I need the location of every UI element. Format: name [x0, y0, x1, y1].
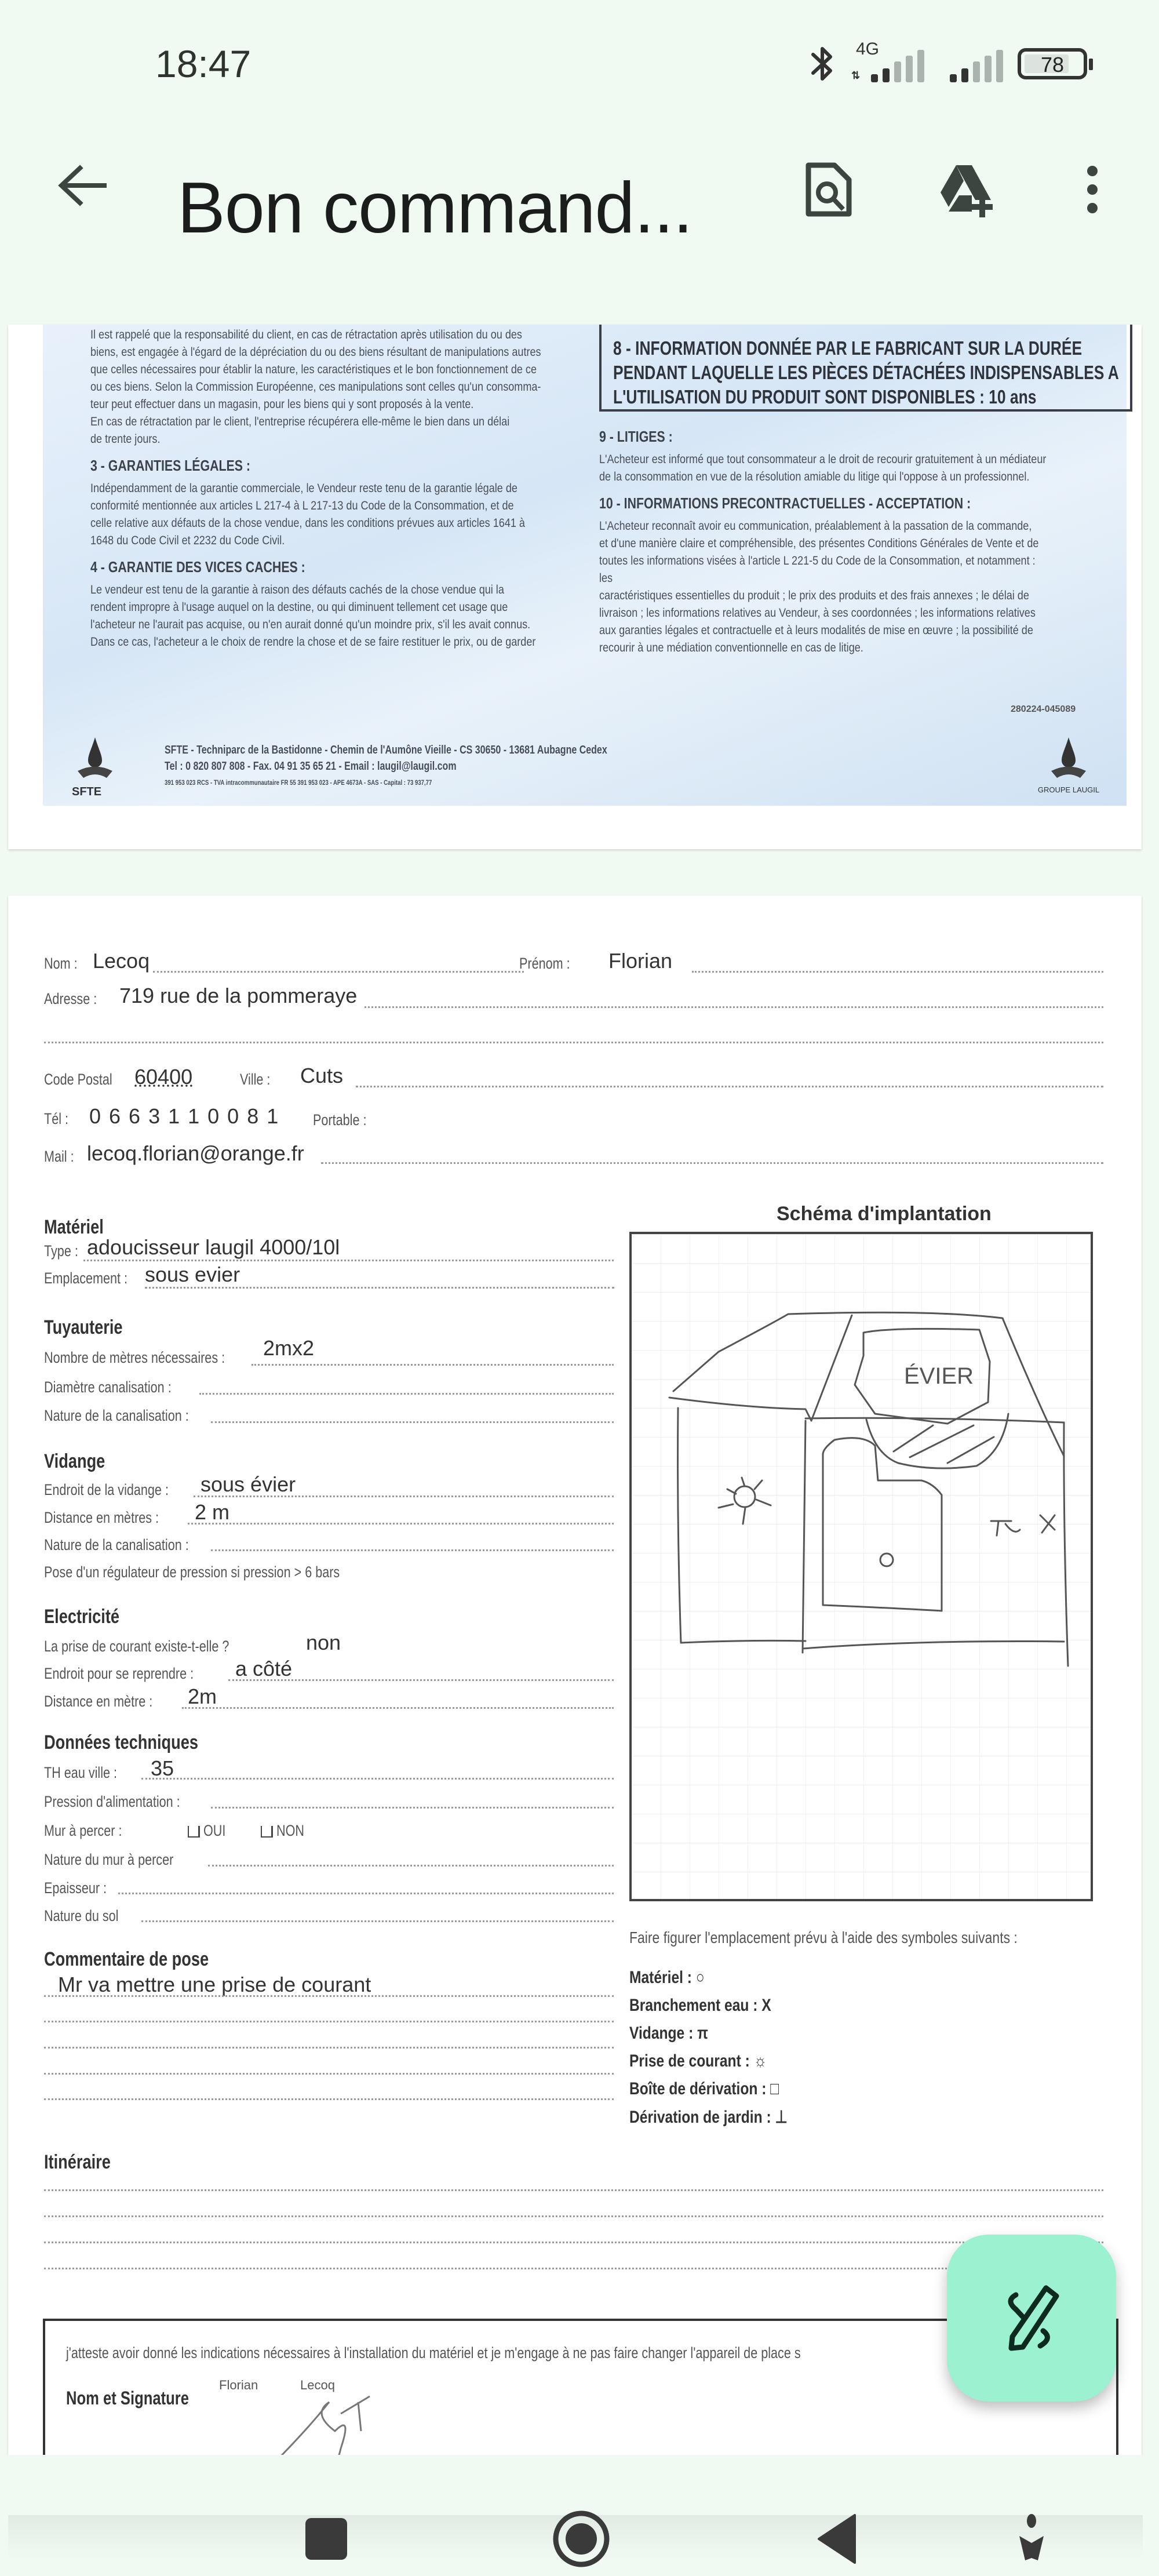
cgv-line: rendent impropre à l'usage auquel on la destine, ou qui diminuent tellement cet usage que [90, 600, 508, 614]
sfte-logo: SFTE [72, 736, 130, 800]
home-circle-icon [551, 2509, 611, 2569]
distance-elec-value: 2m [188, 1684, 217, 1708]
company-contact: Tel : 0 820 807 808 - Fax. 04 91 35 65 21 - Email : laugil@laugil.com [165, 760, 457, 773]
emplacement-value: sous evier [145, 1262, 240, 1286]
code-postal-value: 60400 [134, 1065, 193, 1089]
cgv-line: teur peut effectuer dans un magasin, pour les biens qui y sont proposés à la vente. [90, 397, 474, 411]
metres-label: Nombre de mètres nécessaires : [44, 1349, 225, 1366]
perpendicular-symbol-icon: ⊥ [775, 2108, 788, 2127]
cgv-line: aux garanties légales et contractuelle et à leurs modalités de mise en œuvre ; la possibilité de [599, 623, 1033, 637]
th-value: 35 [151, 1756, 174, 1780]
mur-label: Mur à percer : [44, 1822, 122, 1839]
itineraire-heading: Itinéraire [44, 2151, 111, 2173]
legend-item: Matériel : ○ [629, 1968, 705, 1987]
cgv-line: L'Acheteur reconnaît avoir eu communication, préalablement à la passation de la commande, [599, 519, 1032, 533]
cgv-line: L'UTILISATION DU PRODUIT SONT DISPONIBLES : 10 ans [613, 386, 1037, 407]
nature-vidange-label: Nature de la canalisation : [44, 1536, 189, 1553]
cgv-line: conformité mentionnée aux articles L 217-4 à L 217-13 du Code de la Consommation, et de [90, 499, 514, 512]
cgv-line: PENDANT LAQUELLE LES PIÈCES DÉTACHÉES INDISPENSABLES A [613, 362, 1119, 383]
mail-label: Mail : [44, 1148, 74, 1165]
distance-elec-label: Distance en mètre : [44, 1693, 153, 1710]
document-search-icon [803, 161, 855, 219]
legend-intro: Faire figurer l'emplacement prévu à l'aide des symboles suivants : [629, 1929, 1018, 1946]
network-type-label: 4G [856, 39, 880, 59]
pression-label: Pression d'alimentation : [44, 1793, 180, 1810]
distance-vidange-label: Distance en mètres : [44, 1509, 159, 1526]
back-triangle-icon [814, 2513, 861, 2565]
document-title: Bon command... [177, 168, 693, 248]
battery-icon [1018, 48, 1087, 79]
company-info [165, 742, 718, 791]
cgv-line: Le vendeur est tenu de la garantie à raison des défauts cachés de la chose vendue qui la [90, 583, 504, 596]
cgv-line: celle relative aux défauts de la chose vendue, dans les conditions prévues aux articles 1641 à [90, 516, 525, 530]
legend-item: Prise de courant : ☼ [629, 2051, 767, 2071]
portable-label: Portable : [313, 1111, 367, 1129]
cgv-section-title: 4 - GARANTIE DES VICES CACHES : [90, 558, 305, 576]
square-symbol-icon: □ [770, 2079, 779, 2098]
circle-symbol-icon: ○ [695, 1968, 705, 1987]
cgv-section-title: 3 - GARANTIES LÉGALES : [90, 457, 250, 474]
cgv-line: 8 - INFORMATION DONNÉE PAR LE FABRICANT SUR LA DURÉE [613, 337, 1083, 359]
laugil-logo: GROUPE LAUGIL [1028, 736, 1109, 800]
signal-sim2-icon [950, 42, 1005, 86]
signature-label: Nom et Signature [66, 2388, 189, 2408]
prise-value: non [306, 1631, 341, 1654]
cgv-line: livraison ; les informations relatives au Vendeur, à ses coordonnées ; les informations relatives [599, 606, 1036, 620]
nom-label: Nom : [44, 955, 78, 972]
status-icons [808, 41, 1087, 87]
more-options-button[interactable] [1060, 158, 1124, 221]
nature-mur-label: Nature du mur à percer [44, 1851, 174, 1868]
prenom-label: Prénom : [519, 955, 570, 972]
cgv-line: l'acheteur ne l'aurait pas acquise, ou n'en aurait donné qu'un moindre prix, s'il les avait connus. [90, 617, 531, 631]
cgv-line: Dans ce cas, l'acheteur a le choix de rendre la chose et de se faire restituer le prix, ou de garder [90, 635, 536, 649]
mail-value: lecoq.florian@orange.fr [87, 1141, 304, 1165]
cgv-line: Indépendamment de la garantie commerciale, le Vendeur reste tenu de la garantie légale de [90, 481, 517, 495]
recents-button[interactable] [294, 2507, 358, 2571]
sun-symbol-icon: ☼ [753, 2051, 767, 2071]
endroit-reprendre-value: a côté [235, 1657, 293, 1680]
cgv-line: de la consommation en vue de la résolution amiable du litige qui l'oppose à un professionnel. [599, 470, 1030, 483]
cgv-line: biens, est engagée à l'égard de la dépréciation du ou des biens résultant de manipulations autres [90, 345, 541, 359]
signature-lastname: Lecoq [300, 2378, 335, 2392]
schema-title: Schéma d'implantation [777, 1203, 992, 1225]
legend-item: Dérivation de jardin : ⊥ [629, 2108, 788, 2127]
annotate-fab[interactable] [947, 2235, 1116, 2402]
attestation-text: j'atteste avoir donné les indications nécessaires à l'installation du matériel et je m'engage à ne pas faire changer l'appareil de place s [66, 2344, 801, 2362]
legend-item: Vidange : π [629, 2024, 708, 2043]
home-button[interactable] [549, 2507, 613, 2571]
adresse-label: Adresse : [44, 990, 97, 1007]
tuyauterie-heading: Tuyauterie [44, 1316, 123, 1338]
tel-value: 0 6 6 3 1 1 0 0 8 1 [89, 1104, 280, 1128]
ville-label: Ville : [240, 1071, 271, 1088]
drive-add-icon [936, 161, 1000, 219]
mur-non-option[interactable]: NON [238, 1822, 311, 1840]
cgv-right-column [599, 325, 1132, 714]
distance-vidange-value: 2 m [195, 1500, 230, 1524]
more-vert-icon [1084, 161, 1101, 219]
nature-canalisation-label: Nature de la canalisation : [44, 1407, 189, 1424]
regulateur-label: Pose d'un régulateur de pression si pression > 6 bars [44, 1563, 340, 1581]
system-back-button[interactable] [806, 2507, 869, 2571]
materiel-heading: Matériel [44, 1216, 104, 1238]
checkbox[interactable] [188, 1826, 200, 1838]
cgv-line: caractéristiques essentielles du produit ; le prix des produits et des frais annexes ; le délai de [599, 588, 1029, 602]
bluetooth-icon [808, 42, 837, 86]
cgv-line: En cas de rétractation par le client, l'entreprise récupérera elle-même le bien dans un délai [90, 414, 510, 428]
prenom-value: Florian [608, 949, 673, 973]
cgv-section-title: 10 - INFORMATIONS PRECONTRACTUELLES - ACCEPTATION : [599, 494, 971, 512]
company-legal: 391 953 023 RCS - TVA intracommunautaire FR 55 391 953 023 - APE 4673A - SAS - Capital : 73 937,77 [165, 778, 432, 787]
battery-percent: 78 [1040, 53, 1065, 77]
emplacement-label: Emplacement : [44, 1269, 128, 1287]
signal-sim1-icon: 4G ⇅ [850, 42, 937, 86]
prise-label: La prise de courant existe-t-elle ? [44, 1638, 229, 1655]
x-symbol-icon: X [761, 1996, 771, 2015]
cgv-line: recourir à une médiation conventionnelle en cas de litige. [599, 641, 863, 654]
tel-label: Tél : [44, 1110, 69, 1127]
mur-oui-option[interactable]: OUI [165, 1822, 231, 1840]
cgv-line: que celles nécessaires pour établir la nature, les caractéristiques et le bon fonctionnement de ce [90, 362, 537, 376]
cgv-line: toutes les informations visées à l'article L 221-5 du Code de la Consommation, et notamment : les [599, 554, 1036, 585]
cgv-line: et d'une manière claire et compréhensible, des présentes Conditions Générales de Vente et de [599, 536, 1039, 550]
kitchen-sketch [632, 1234, 1091, 1899]
hide-keyboard-button[interactable] [1000, 2507, 1063, 2571]
type-value: adoucisseur laugil 4000/10l [87, 1235, 340, 1259]
save-to-drive-button[interactable] [936, 158, 1000, 221]
cgv-line: L'Acheteur est informé que tout consommateur a le droit de recourir gratuitement à un médiateur [599, 452, 1047, 466]
commentaire-value: Mr va mettre une prise de courant [58, 1973, 371, 1996]
electricite-heading: Electricité [44, 1606, 120, 1628]
metres-value: 2mx2 [263, 1336, 315, 1360]
epaisseur-label: Epaisseur : [44, 1879, 107, 1897]
legend-item: Branchement eau : X [629, 1996, 771, 2015]
schema-drawing-area [629, 1232, 1093, 1901]
vidange-heading: Vidange [44, 1450, 105, 1472]
cgv-line: 1648 du Code Civil et 2232 du Code Civil. [90, 533, 285, 547]
nature-sol-label: Nature du sol [44, 1907, 119, 1924]
document-reference: 280224-045089 [1011, 704, 1076, 714]
search-document-button[interactable] [797, 158, 861, 221]
water-drop-logo-icon [1045, 736, 1092, 783]
endroit-reprendre-label: Endroit pour se reprendre : [44, 1665, 194, 1682]
nom-value: Lecoq [93, 949, 150, 973]
type-label: Type : [44, 1242, 78, 1260]
signature-firstname: Florian [219, 2378, 258, 2392]
th-label: TH eau ville : [44, 1764, 118, 1781]
cgv-section-title: 9 - LITIGES : [599, 428, 673, 445]
endroit-vidange-label: Endroit de la vidange : [44, 1481, 169, 1498]
keyboard-hide-icon [1011, 2513, 1052, 2565]
water-drop-logo-icon [72, 736, 118, 783]
ville-value: Cuts [300, 1064, 344, 1087]
commentaire-heading: Commentaire de pose [44, 1948, 209, 1970]
diametre-label: Diamètre canalisation : [44, 1378, 172, 1396]
cgv-line: ou ces biens. Selon la Commission Européenne, ces manipulations sont celles qu'un consomma- [90, 380, 541, 394]
annotate-pen-icon [1000, 2283, 1063, 2353]
code-postal-label: Code Postal [44, 1071, 112, 1088]
back-button[interactable] [53, 157, 111, 214]
pdf-page-cgv [8, 325, 1142, 849]
company-address: SFTE - Techniparc de la Bastidonne - Chemin de l'Aumône Vieille - CS 30650 - 13681 Aubagne Cedex [165, 744, 607, 756]
cgv-footer [43, 730, 1127, 806]
donnees-heading: Données techniques [44, 1731, 199, 1753]
cgv-line: de trente jours. [90, 432, 161, 446]
pi-symbol-icon: π [697, 2024, 708, 2043]
legend-item: Boîte de dérivation : □ [629, 2079, 779, 2098]
navigation-bar [0, 2455, 1159, 2576]
status-time: 18:47 [155, 42, 252, 85]
status-bar [0, 0, 1159, 128]
recents-square-icon [305, 2518, 347, 2560]
endroit-vidange-value: sous évier [201, 1472, 296, 1496]
cgv-line: Il est rappelé que la responsabilité du client, en cas de rétractation après utilisation du ou des [90, 328, 522, 341]
cgv-section8-box [599, 325, 1132, 412]
sink-label: ÉVIER [904, 1363, 974, 1389]
adresse-value: 719 rue de la pommeraye [119, 984, 358, 1007]
checkbox[interactable] [261, 1826, 273, 1838]
arrow-left-icon [53, 157, 111, 214]
